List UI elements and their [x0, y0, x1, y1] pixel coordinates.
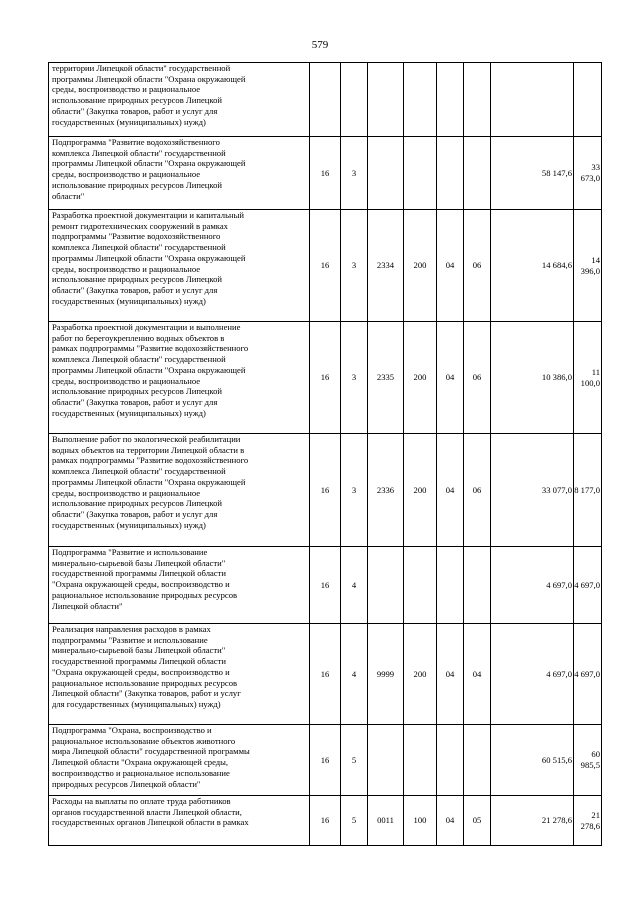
cell-direction [368, 725, 404, 796]
cell-section [437, 725, 464, 796]
row-description [49, 796, 310, 846]
cell-subsection [464, 137, 491, 210]
cell-ministry: 16 [310, 547, 341, 624]
cell-expense-type: 200 [404, 624, 437, 725]
description-text: территории Липецкой области" государственной программы Липецкой области "Охрана окружающей среды, воспроизводство и рациональное использование природных ресурсов Липецкой области" (Закупка товаров, работ и услуг для государственных (муниципальных) нужд) [52, 63, 246, 127]
cell-section: 04 [437, 434, 464, 547]
cell-amount-1: 4 697,0 [491, 547, 574, 624]
cell-direction [368, 137, 404, 210]
cell-amount-2: 8 177,0 [574, 434, 602, 547]
cell-subprogram: 3 [341, 137, 368, 210]
cell-section [437, 547, 464, 624]
cell-amount-2: 11 100,0 [574, 322, 602, 434]
table-body [49, 63, 602, 846]
row-description [49, 725, 310, 796]
cell-expense-type: 200 [404, 322, 437, 434]
cell-amount-1: 21 278,6 [491, 796, 574, 846]
description-text: Разработка проектной документации и капитальный ремонт гидротехнических сооружений в рамках подпрограммы "Развитие водохозяйственного комплекса Липецкой области" государственной программы Липецкой области "Охрана окружающей среды, воспроизводство и рациональное использование природных ресурсов Липецкой области" (Закупка товаров, работ и услуг для государственных (муниципальных) нужд) [52, 210, 246, 306]
cell-subprogram: 3 [341, 322, 368, 434]
table-row [49, 796, 602, 846]
cell-subsection: 06 [464, 434, 491, 547]
cell-direction: 9999 [368, 624, 404, 725]
cell-amount-1: 14 684,6 [491, 210, 574, 322]
cell-section: 04 [437, 322, 464, 434]
cell-subsection: 06 [464, 210, 491, 322]
table-row [49, 63, 602, 137]
cell-direction: 2335 [368, 322, 404, 434]
row-description [49, 137, 310, 210]
row-description [49, 210, 310, 322]
table-row [49, 547, 602, 624]
cell-amount-1: 4 697,0 [491, 624, 574, 725]
description-text: Подпрограмма "Охрана, воспроизводство и рациональное использование объектов животного мира Липецкой области" государственной программы Липецкой области "Охрана окружающей среды, воспроизводство и рациональное использование природных ресурсов Липецкой области" [52, 725, 250, 789]
description-text: Подпрограмма "Развитие и использование минерально-сырьевой базы Липецкой области" государственной программы Липецкой области "Охрана окружающей среды, воспроизводство и рациональное использование природных ресурсов Липецкой области" [52, 547, 238, 611]
cell-subprogram: 5 [341, 796, 368, 846]
cell-ministry: 16 [310, 725, 341, 796]
description-text: Реализация направления расходов в рамках подпрограммы "Развитие и использование минерально-сырьевой базы Липецкой области" государственной программы Липецкой области "Охрана окружающей среды, воспроизводство и рациональное использование природных ресурсов Липецкой области" (Закупка товаров, работ и услуг для государственных (муниципальных) нужд) [52, 624, 241, 709]
cell-subsection [464, 63, 491, 137]
description-text: Расходы на выплаты по оплате труда работников органов государственной власти Липецкой области, государственных органов Липецкой области в рамках [52, 796, 249, 828]
row-description [49, 547, 310, 624]
cell-direction: 2334 [368, 210, 404, 322]
cell-amount-2: 33 673,0 [574, 137, 602, 210]
page-number: 579 [311, 39, 329, 51]
cell-direction: 2336 [368, 434, 404, 547]
table-row [49, 725, 602, 796]
cell-subsection [464, 725, 491, 796]
cell-section: 04 [437, 210, 464, 322]
cell-amount-2 [574, 63, 602, 137]
cell-ministry: 16 [310, 137, 341, 210]
cell-subsection: 06 [464, 322, 491, 434]
cell-direction [368, 63, 404, 137]
cell-amount-1: 33 077,0 [491, 434, 574, 547]
cell-subprogram: 5 [341, 725, 368, 796]
cell-section: 04 [437, 796, 464, 846]
description-text: Разработка проектной документации и выполнение работ по берегоукреплению водных объектов в рамках подпрограммы "Развитие водохозяйственного комплекса Липецкой области" государственной программы Липецкой области "Охрана окружающей среды, воспроизводство и рациональное использование природных ресурсов Липецкой области" (Закупка товаров, работ и услуг для государственных (муниципальных) нужд) [52, 322, 249, 418]
cell-ministry: 16 [310, 624, 341, 725]
cell-expense-type: 100 [404, 796, 437, 846]
table-row [49, 434, 602, 547]
cell-subsection: 04 [464, 624, 491, 725]
cell-amount-2: 21 278,6 [574, 796, 602, 846]
cell-amount-2: 60 985,5 [574, 725, 602, 796]
cell-subsection: 05 [464, 796, 491, 846]
cell-ministry: 16 [310, 210, 341, 322]
cell-expense-type: 200 [404, 210, 437, 322]
cell-amount-1: 10 386,0 [491, 322, 574, 434]
cell-amount-1: 58 147,6 [491, 137, 574, 210]
row-description [49, 322, 310, 434]
table-row [49, 137, 602, 210]
cell-amount-2: 4 697,0 [574, 624, 602, 725]
table-row [49, 322, 602, 434]
cell-ministry: 16 [310, 796, 341, 846]
cell-direction: 0011 [368, 796, 404, 846]
cell-expense-type [404, 63, 437, 137]
cell-amount-1: 60 515,6 [491, 725, 574, 796]
cell-subprogram: 4 [341, 624, 368, 725]
cell-ministry: 16 [310, 322, 341, 434]
row-description [49, 63, 310, 137]
cell-section [437, 137, 464, 210]
cell-ministry [310, 63, 341, 137]
cell-subprogram [341, 63, 368, 137]
cell-expense-type [404, 137, 437, 210]
table-row [49, 624, 602, 725]
row-description [49, 624, 310, 725]
cell-subprogram: 3 [341, 210, 368, 322]
cell-amount-2: 14 396,0 [574, 210, 602, 322]
budget-table [48, 62, 602, 846]
row-description [49, 434, 310, 547]
cell-expense-type: 200 [404, 434, 437, 547]
cell-subprogram: 4 [341, 547, 368, 624]
cell-direction [368, 547, 404, 624]
cell-amount-1 [491, 63, 574, 137]
cell-expense-type [404, 547, 437, 624]
cell-section: 04 [437, 624, 464, 725]
cell-ministry: 16 [310, 434, 341, 547]
table-row [49, 210, 602, 322]
description-text: Выполнение работ по экологической реабилитации водных объектов на территории Липецкой области в рамках подпрограммы "Развитие водохозяйственного комплекса Липецкой области" государственной программы Липецкой области "Охрана окружающей среды, воспроизводство и рациональное использование природных ресурсов Липецкой области" (Закупка товаров, работ и услуг для государственных (муниципальных) нужд) [52, 434, 249, 530]
cell-subprogram: 3 [341, 434, 368, 547]
cell-amount-2: 4 697,0 [574, 547, 602, 624]
description-text: Подпрограмма "Развитие водохозяйственного комплекса Липецкой области" государственной программы Липецкой области "Охрана окружающей среды, воспроизводство и рациональное использование природных ресурсов Липецкой области" [52, 137, 246, 201]
cell-section [437, 63, 464, 137]
cell-subsection [464, 547, 491, 624]
cell-expense-type [404, 725, 437, 796]
